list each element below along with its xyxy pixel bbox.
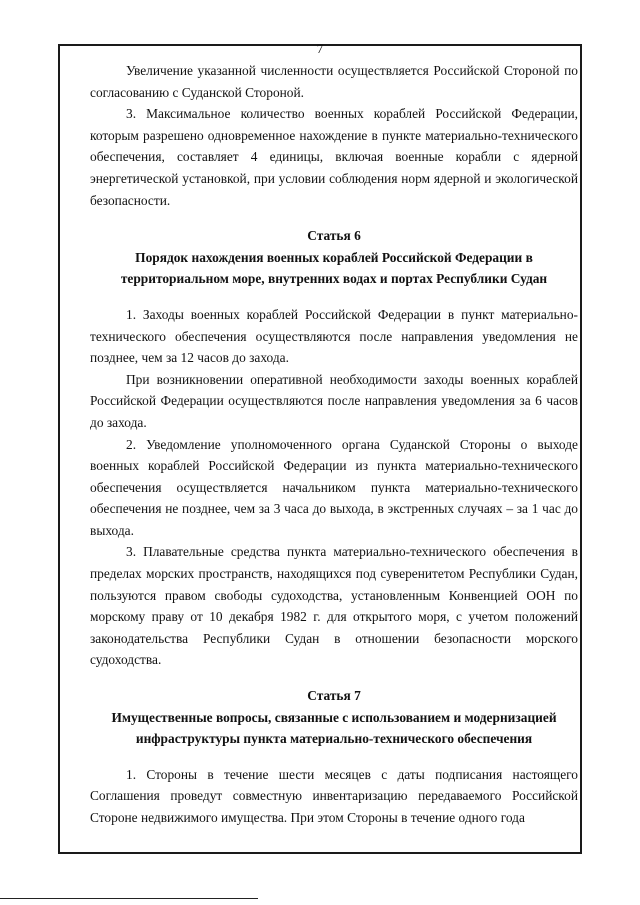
- paragraph-top-1: Увеличение указанной численности осуществляется Российской Стороной по согласованию с Суданской Стороной.: [90, 63, 578, 100]
- paragraph-top-2: 3. Максимальное количество военных кораблей Российской Федерации, которым разрешено одновременное нахождение в пункте материально-технического обеспечения, составляет 4 единицы, включая военные корабли с ядерной энергетической установкой, при условии соблюдения норм ядерной и экологической безопасности.: [90, 106, 578, 208]
- article-7-paragraph-1: 1. Стороны в течение шести месяцев с даты подписания настоящего Соглашения проведут совместную инвентаризацию передаваемого Российской Стороне недвижимого имущества. При этом Стороны в течение одного года: [90, 766, 578, 825]
- bottom-rule: [0, 898, 258, 899]
- article-6-paragraph-3: 2. Уведомление уполномоченного органа Суданской Стороны о выходе военных кораблей Российской Федерации из пункта материально-технического обеспечения осуществляется начальником пункта материально-технического обеспечения не позднее, чем за 3 часа до выхода, в экстренных случаях – за 1 час до выхода.: [90, 436, 578, 538]
- article-6-paragraph-1: 1. Заходы военных кораблей Российской Федерации в пункт материально-технического обеспечения осуществляются после направления уведомления не позднее, чем за 12 часов до захода.: [90, 306, 578, 366]
- document-body: [90, 60, 578, 829]
- article-6-title: Порядок нахождения военных кораблей Российской Федерации в территориальном море, внутренних водах и портах Республики Судан: [120, 249, 548, 287]
- page-number: 7: [316, 41, 324, 56]
- spacer: [90, 750, 578, 764]
- article-7-title: Имущественные вопросы, связанные с использованием и модернизацией инфраструктуры пункта материально-технического обеспечения: [111, 709, 557, 747]
- article-6-paragraph-2: При возникновении оперативной необходимости заходы военных кораблей Российской Федерации осуществляются после направления уведомления за 6 часов до захода.: [90, 371, 578, 430]
- spacer: [90, 290, 578, 304]
- article-6-label: Статья 6: [307, 228, 361, 244]
- article-6-paragraph-4: 3. Плавательные средства пункта материально-технического обеспечения в пределах морских пространств, находящихся под суверенитетом Республики Судан, пользуются правом свободы судоходства, установленным Конвенцией ООН по морскому праву от 10 декабря 1982 г. для открытого моря, с учетом положений законодательства Республики Судан в отношении безопасности морского судоходства.: [90, 544, 578, 668]
- article-7-label: Статья 7: [307, 688, 361, 704]
